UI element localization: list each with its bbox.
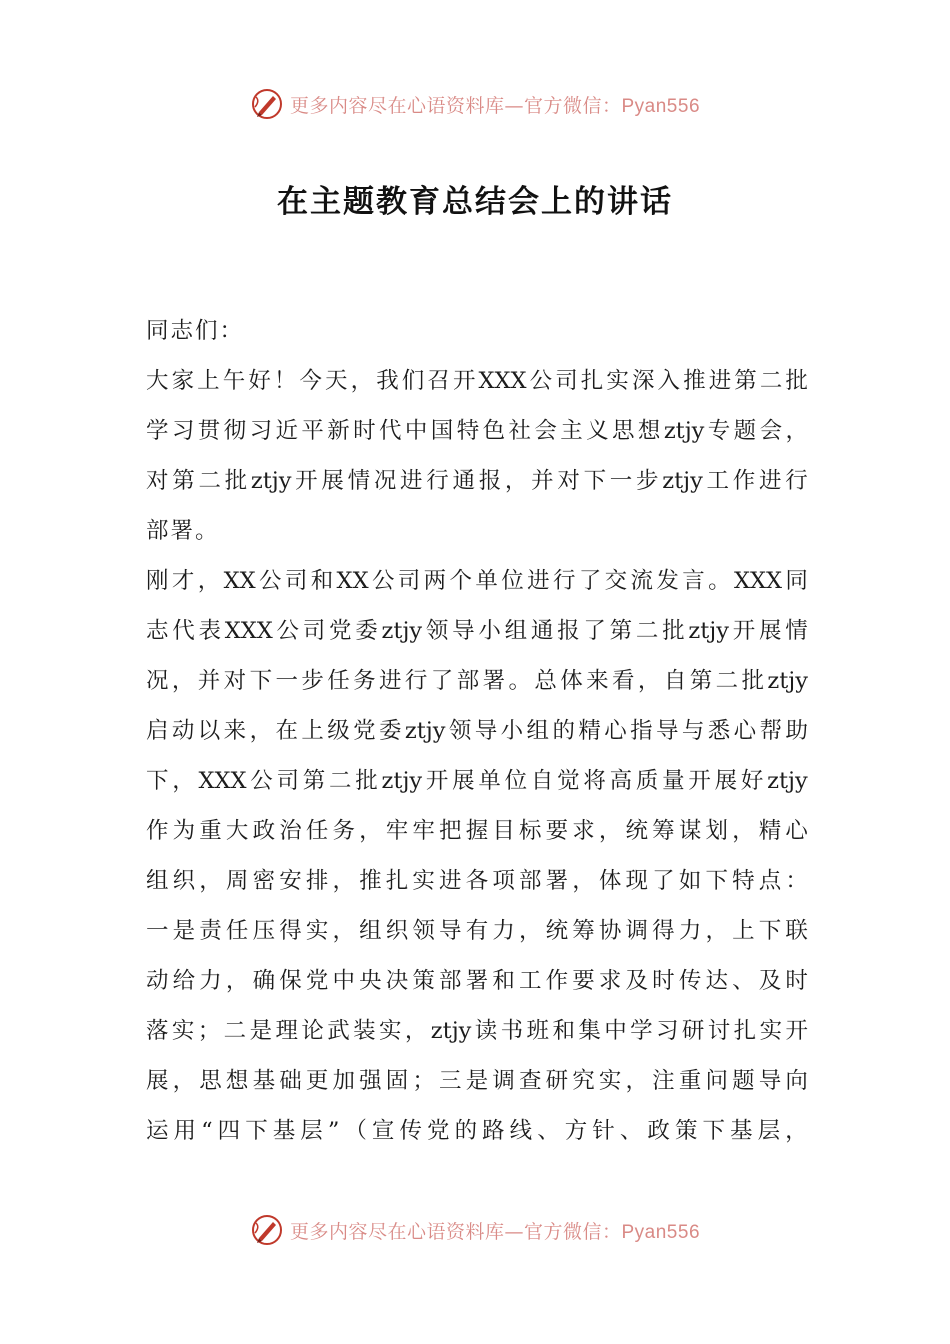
body-line: 组 织 ， 周 密 安 排 ， 推 扎 实 进 各 项 部 署 ， 体 现 了 如 下 特 点 ： xyxy=(146,868,808,894)
wechat-id: Pyan556 xyxy=(621,1221,701,1243)
watermark-text: 更多内容尽在心语资料库—官方微信：Pyan556 xyxy=(289,1220,701,1243)
footer-watermark xyxy=(0,1210,950,1250)
body-line: 刚 才 ， XX 公 司 和 XX 公 司 两 个 单 位 进 行 了 交 流 发 言 。 XXX 同 xyxy=(146,568,808,594)
document-title: 在主题教育总结会上的讲话 xyxy=(277,184,673,220)
body-line: 一 是 责 任 压 得 实 ， 组 织 领 导 有 力 ， 统 筹 协 调 得 力 ， 上 下 联 xyxy=(146,918,808,944)
pen-logo-icon xyxy=(250,87,284,121)
body-line: 作 为 重 大 政 治 任 务 ， 牢 牢 把 握 目 标 要 求 ， 统 筹 谋 划 ， 精 心 xyxy=(146,818,808,844)
wechat-id: Pyan556 xyxy=(621,95,701,117)
body-line: 对 第 二 批 ztjy 开 展 情 况 进 行 通 报 ， 并 对 下 一 步 ztjy 工 作 进 行 xyxy=(146,468,808,494)
body-line: 学 习 贯 彻 习 近 平 新 时 代 中 国 特 色 社 会 主 义 思 想 ztjy 专 题 会 ， xyxy=(146,418,808,444)
document-body xyxy=(146,306,808,1156)
body-line: 同志们： xyxy=(146,318,245,344)
body-line: 下 ， XXX 公 司 第 二 批 ztjy 开 展 单 位 自 觉 将 高 质 量 开 展 好 ztjy xyxy=(146,768,808,794)
watermark-text: 更多内容尽在心语资料库—官方微信：Pyan556 xyxy=(289,94,701,117)
body-line: 部署。 xyxy=(146,518,220,544)
body-line: 启 动 以 来 ， 在 上 级 党 委 ztjy 领 导 小 组 的 精 心 指 导 与 悉 心 帮 助 xyxy=(146,718,808,744)
body-line: 展 ， 思 想 基 础 更 加 强 固 ； 三 是 调 查 研 究 实 ， 注 重 问 题 导 向 xyxy=(146,1068,808,1094)
body-line: 落 实 ； 二 是 理 论 武 装 实 ， ztjy 读 书 班 和 集 中 学 习 研 讨 扎 实 开 xyxy=(146,1018,808,1044)
body-line: 况 ， 并 对 下 一 步 任 务 进 行 了 部 署 。 总 体 来 看 ， 自 第 二 批 ztjy xyxy=(146,668,808,694)
pen-logo-icon xyxy=(250,1213,284,1247)
header-watermark xyxy=(0,84,950,124)
body-line: 运 用 “ 四 下 基 层 ” （ 宣 传 党 的 路 线 、 方 针 、 政 策 下 基 层 ， xyxy=(146,1118,808,1144)
body-line: 志 代 表 XXX 公 司 党 委 ztjy 领 导 小 组 通 报 了 第 二 批 ztjy 开 展 情 xyxy=(146,618,808,644)
body-line: 动 给 力 ， 确 保 党 中 央 决 策 部 署 和 工 作 要 求 及 时 传 达 、 及 时 xyxy=(146,968,808,994)
body-line: 大 家 上 午 好 ！ 今 天 ， 我 们 召 开 XXX 公 司 扎 实 深 入 推 进 第 二 批 xyxy=(146,368,808,394)
